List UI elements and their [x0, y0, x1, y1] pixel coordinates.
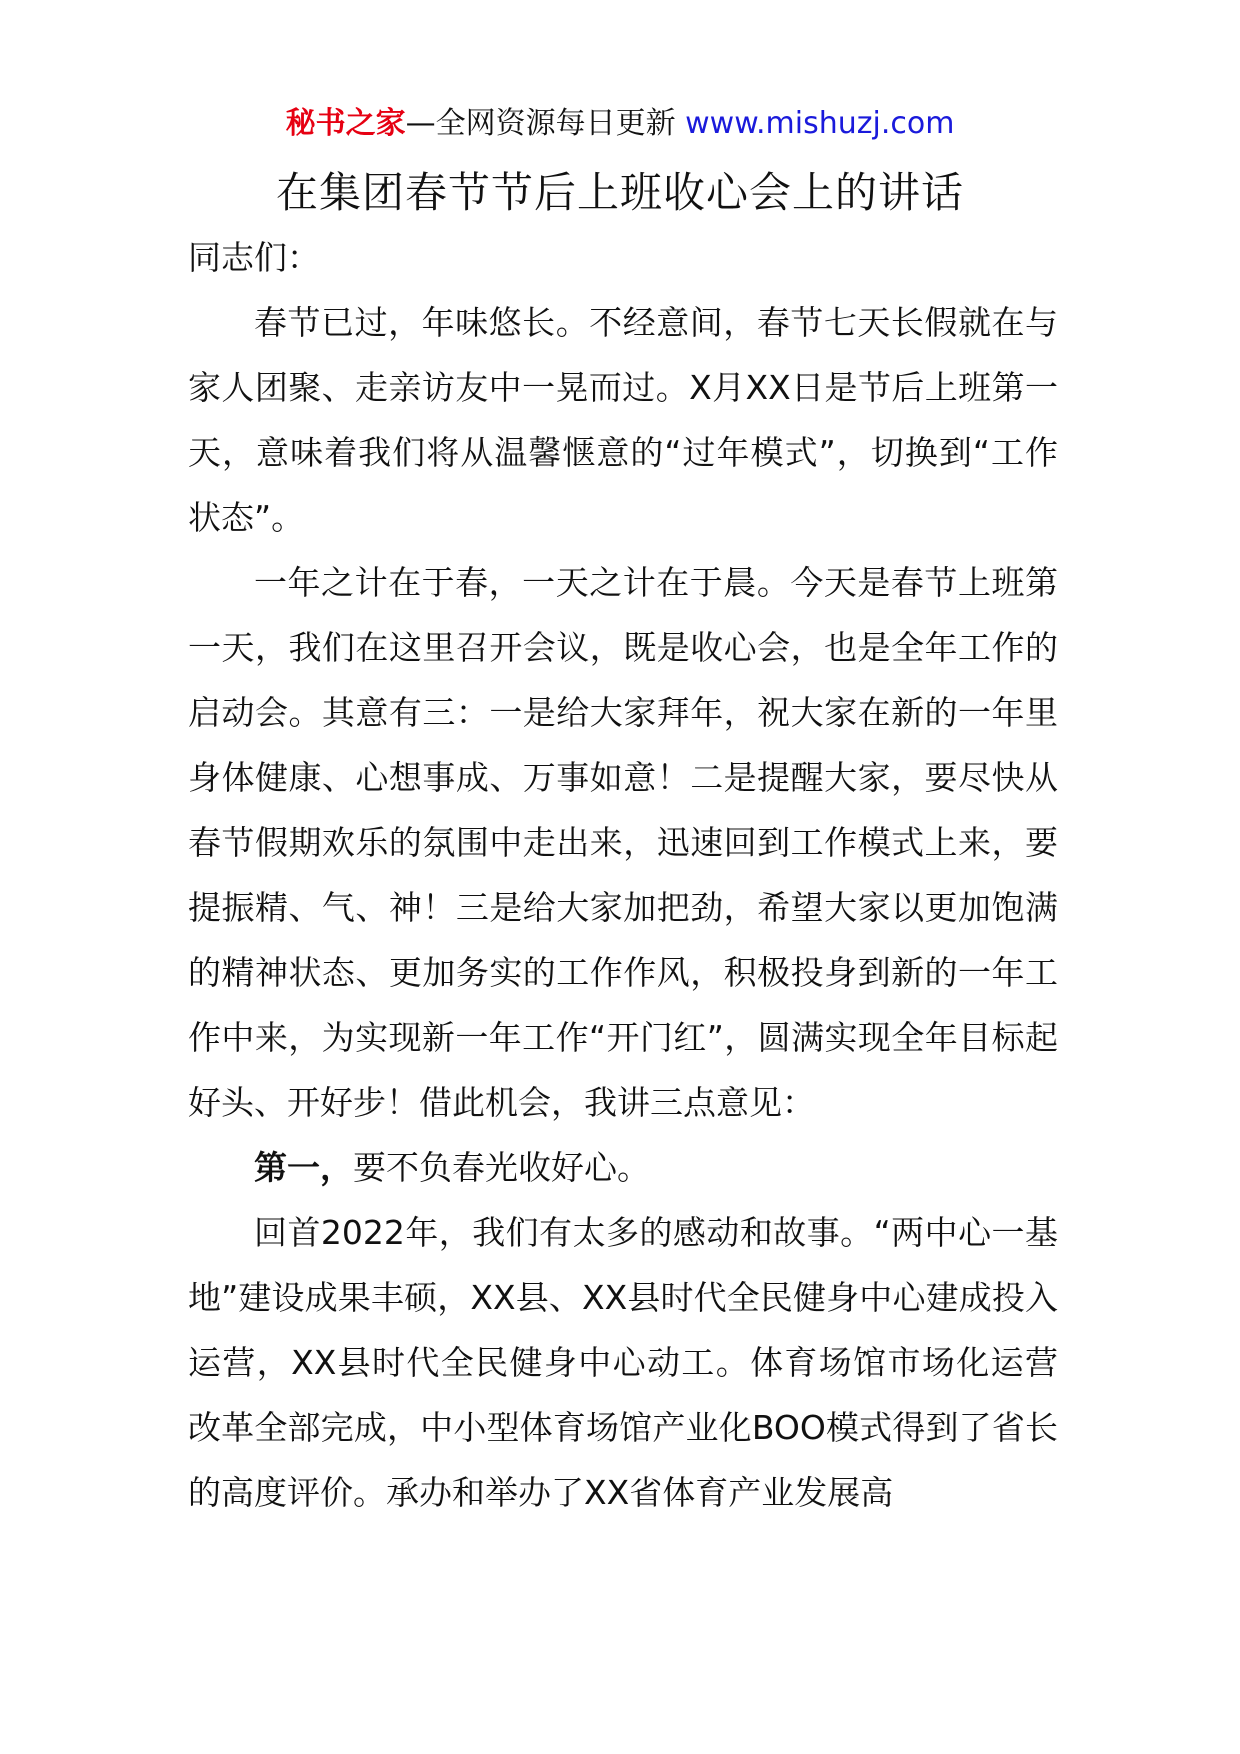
salutation: 同志们：: [188, 238, 320, 277]
document-title: 在集团春节节后上班收心会上的讲话: [275, 168, 964, 217]
site-brand: 秘书之家: [285, 106, 406, 141]
paragraph: 回首2022年，我们有太多的感动和故事。“两中心一基地”建设成果丰硕，XX县、XX县时代全民健身中心建成投入运营，XX县时代全民健身中心动工。体育场馆市场化运营改革全部完成，中小型体育场馆产业化BOO模式得到了省长的高度评价。承办和举办了XX省体育产业发展高: [188, 1213, 1058, 1512]
document-body: [188, 225, 1058, 1525]
site-header: [0, 102, 1240, 146]
paragraph: 春节已过，年味悠长。不经意间，春节七天长假就在与家人团聚、走亲访友中一晃而过。X月XX日是节后上班第一天，意味着我们将从温馨惬意的“过年模式”，切换到“工作状态”。: [188, 303, 1058, 537]
site-slogan: —全网资源每日更新: [405, 106, 676, 141]
section-heading-text: 要不负春光收好心。: [353, 1148, 650, 1187]
site-url-link[interactable]: www.mishuzj.com: [685, 106, 955, 141]
section-heading-ordinal: 第一，: [254, 1148, 353, 1187]
section-heading: [188, 1135, 1058, 1200]
paragraph: 一年之计在于春，一天之计在于晨。今天是春节上班第一天，我们在这里召开会议，既是收心会，也是全年工作的启动会。其意有三：一是给大家拜年，祝大家在新的一年里身体健康、心想事成、万事如意！二是提醒大家，要尽快从春节假期欢乐的氛围中走出来，迅速回到工作模式上来，要提振精、气、神！三是给大家加把劲，希望大家以更加饱满的精神状态、更加务实的工作作风，积极投身到新的一年工作中来，为实现新一年工作“开门红”，圆满实现全年目标起好头、开好步！借此机会，我讲三点意见：: [188, 563, 1058, 1122]
